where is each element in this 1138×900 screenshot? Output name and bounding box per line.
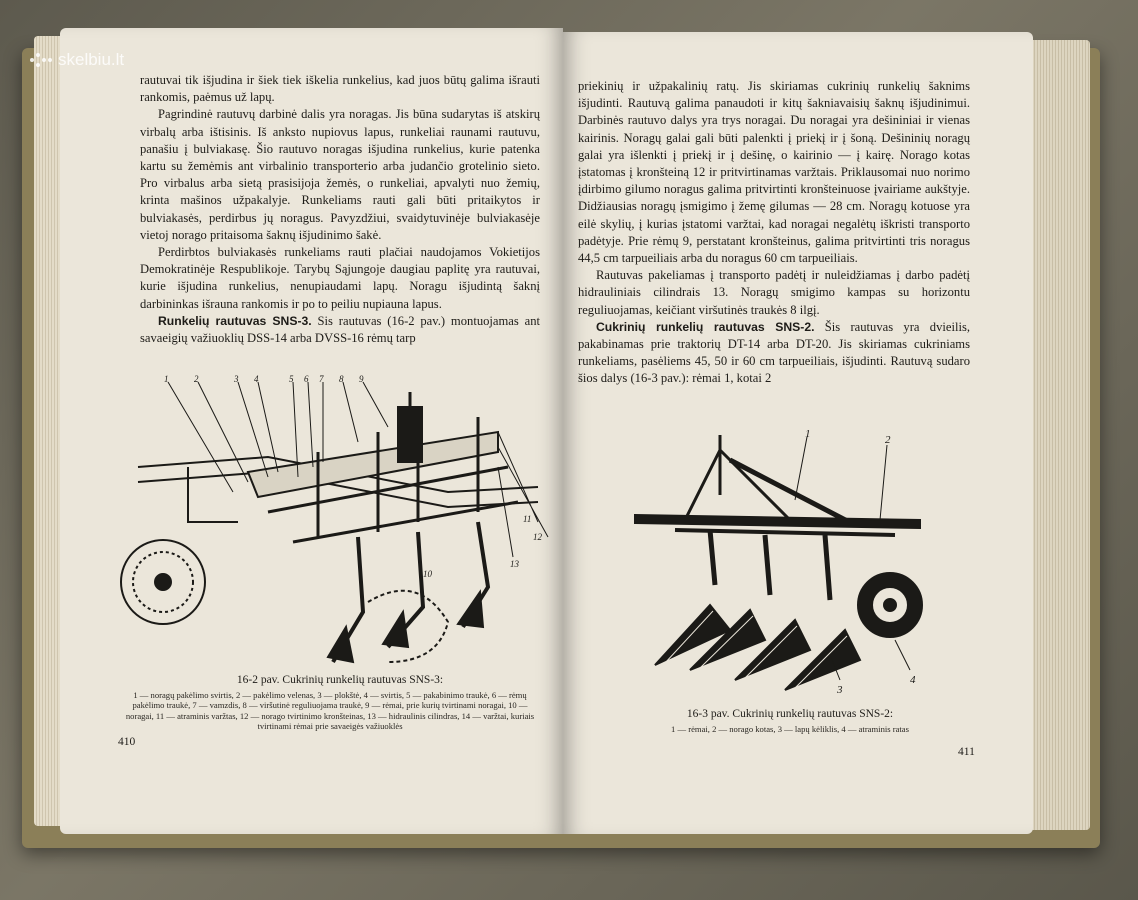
fig16-2-label-8: 8	[339, 374, 344, 384]
left-paragraph-3: Perdirbtos bulviakasės runkeliams rauti plačiai naudojamos Vokietijos Demokratinėje Respublikoje. Tarybų Sąjungoje daugiau paplitę yra rautuvai, kurie išjudina runkelius, nenupiaudami lapų. Noragu išjudintą šaknį darbininkas išrauna rankomis ir po to peiliu nupiauna lapus.	[140, 245, 540, 311]
left-paragraph-1: rautuvai tik išjudina ir šiek tiek iškelia runkelius, kad juos būtų galima išrauti rankomis, paėmus už lapų.	[140, 73, 540, 105]
fig16-2-label-7: 7	[319, 374, 324, 384]
fig16-2-label-2: 2	[194, 374, 199, 384]
left-page-text	[140, 72, 540, 347]
fig16-2-label-9: 9	[359, 374, 364, 384]
sns2-heading: Cukrinių runkelių rautuvas SNS-2.	[596, 319, 815, 334]
fig16-2-label-13: 13	[510, 559, 519, 569]
fig16-3-label-1: 1	[805, 428, 811, 440]
fig16-2-label-6: 6	[304, 374, 309, 384]
right-page-text	[578, 78, 970, 388]
fig16-2-label-4: 4	[254, 374, 259, 384]
right-paragraph-2: Rautuvas pakeliamas į transporto padėtį ir nuleidžiamas į darbo padėtį hidrauliniais cilindrais 13. Noragų smigimo kampas su horizontu reguliuojamas, keičiant viršutinės traukės 8 ilgį.	[578, 268, 970, 317]
watermark-text: skelbiu.lt	[58, 50, 125, 69]
fig16-3-label-4: 4	[910, 674, 916, 686]
fig16-2-label-1: 1	[164, 374, 169, 384]
fig16-3-caption: 16-3 pav. Cukrinių runkelių rautuvas SNS-2:	[686, 708, 894, 720]
fig16-2-label-11: 11	[523, 514, 532, 524]
fig16-2-label-10: 10	[423, 569, 432, 579]
sns3-text: Sis rautuvas (16-2 pav.) montuojamas ant savaeigių važiuoklių DSS-14 arba DVSS-16 rėmų tarp	[140, 313, 541, 346]
left-paragraph-2: Pagrindinė rautuvų darbinė dalis yra noragas. Jis būna sudarytas iš atskirų virbalų arba ištisinis. Iš anksto nupiovus lapus, runkeliai raunami rautuvu, panašiu į bulviakasę. Šio rautuvo noragas išjudina runkelius, kurie patenka kartu su žemėmis ant virbalinio transporterio arba judančio grotelinio sieto. Pro virbalus arba sietą prasisijoja žemės, o runkeliai, apvalyti nuo žemių, krinta mašinos užpakalyje. Runkeliams rauti gali būti pritaikytos ir bulviakasės, perdirbus jų noragus. Pavyzdžiui, svaidytuvinėje bulviakasėje vietoj norago pritaisoma šaknų išjudinimo šakė.	[140, 107, 540, 242]
fig16-3-label-2: 2	[885, 434, 891, 446]
fig16-3-legend: 1 — rėmai, 2 — norago kotas, 3 — lapų kėliklis, 4 — atraminis ratas	[671, 724, 909, 734]
sns3-paragraph	[140, 313, 540, 347]
fig16-2-caption: 16-2 pav. Cukrinių runkelių rautuvas SNS-3:	[236, 674, 444, 686]
watermark	[30, 50, 124, 70]
sns2-text: Šis rautuvas yra dvieilis, pakabinamas prie traktorių DT-14 arba DT-20. Jis skiriamas cukriniams runkeliams, pasėliems 45, 50 ir 60 cm tarpueiliais, išjudinti. Rautuvą sudaro šios dalys (16-3 pav.): rėmai 1, kotai 2	[578, 319, 971, 386]
sns2-paragraph	[578, 319, 970, 388]
right-paragraph-1: priekinių ir užpakalinių ratų. Jis skiriamas cukrinių runkelių šaknims išjudinti. Rautuvą galima panaudoti ir kitų šakniavaisių šaknų išjudinimui. Darbinės rautuvo dalys yra trys noragai. Du noragai yra dešininiai ir vienas kairinis. Noragų galai gali būti palenkti į priekį ir į šoną. Dešininių noragų galai yra išlenkti į priekį ir į dešinę, o kairinio — į kairę. Norago kotas įstatomas į kronšteiną 12 ir pritvirtinamas varžtais. Priklausomai nuo norimo įdirbimo gilumo noragus galima pritvirtinti kronšteinuose įvairiame aukštyje. Didžiausias noragų įsmigimo į žemę gilumas — 28 cm. Noragų kotuose yra eilė skylių, į kurias įstatomi varžtai, kad noragai negalėtų iškristi transporto padėtyje. Prie rėmų 9, perstatant kronšteinus, galima pritvirtinti tris noragus 44,5 cm tarpueiliais arba du noragus 60 cm tarpueiliais.	[578, 79, 970, 266]
left-page-number: 410	[118, 736, 136, 748]
watermark-dots-icon	[30, 51, 52, 69]
fig16-2-label-3: 3	[234, 374, 239, 384]
right-page-number: 411	[958, 746, 975, 758]
fig16-2-label-5: 5	[289, 374, 294, 384]
sns3-heading: Runkelių rautuvas SNS-3.	[158, 313, 312, 328]
sns3-figure	[118, 372, 550, 670]
fig16-3-label-3: 3	[837, 684, 843, 696]
sns2-figure	[625, 425, 925, 700]
fig16-2-legend: 1 — noragų pakėlimo svirtis, 2 — pakėlimo velenas, 3 — plokštė, 4 — svirtis, 5 — pakabinimo traukė, 6 — rėmų pakėlimo traukė, 7 — vamzdis, 8 — viršutinė reguliuojama traukė, 9 — rėmai, prie kurių tvirtinami noragai, 10 — noragai, 11 — atraminis varžtas, 12 — norago tvirtinimo kronšteinas, 13 — hidraulinis cilindras, 14 — varžtai, kuriais tvirtinami rėmai prie savaeigės važiuoklės	[125, 690, 535, 732]
fig16-2-label-12: 12	[533, 532, 542, 542]
